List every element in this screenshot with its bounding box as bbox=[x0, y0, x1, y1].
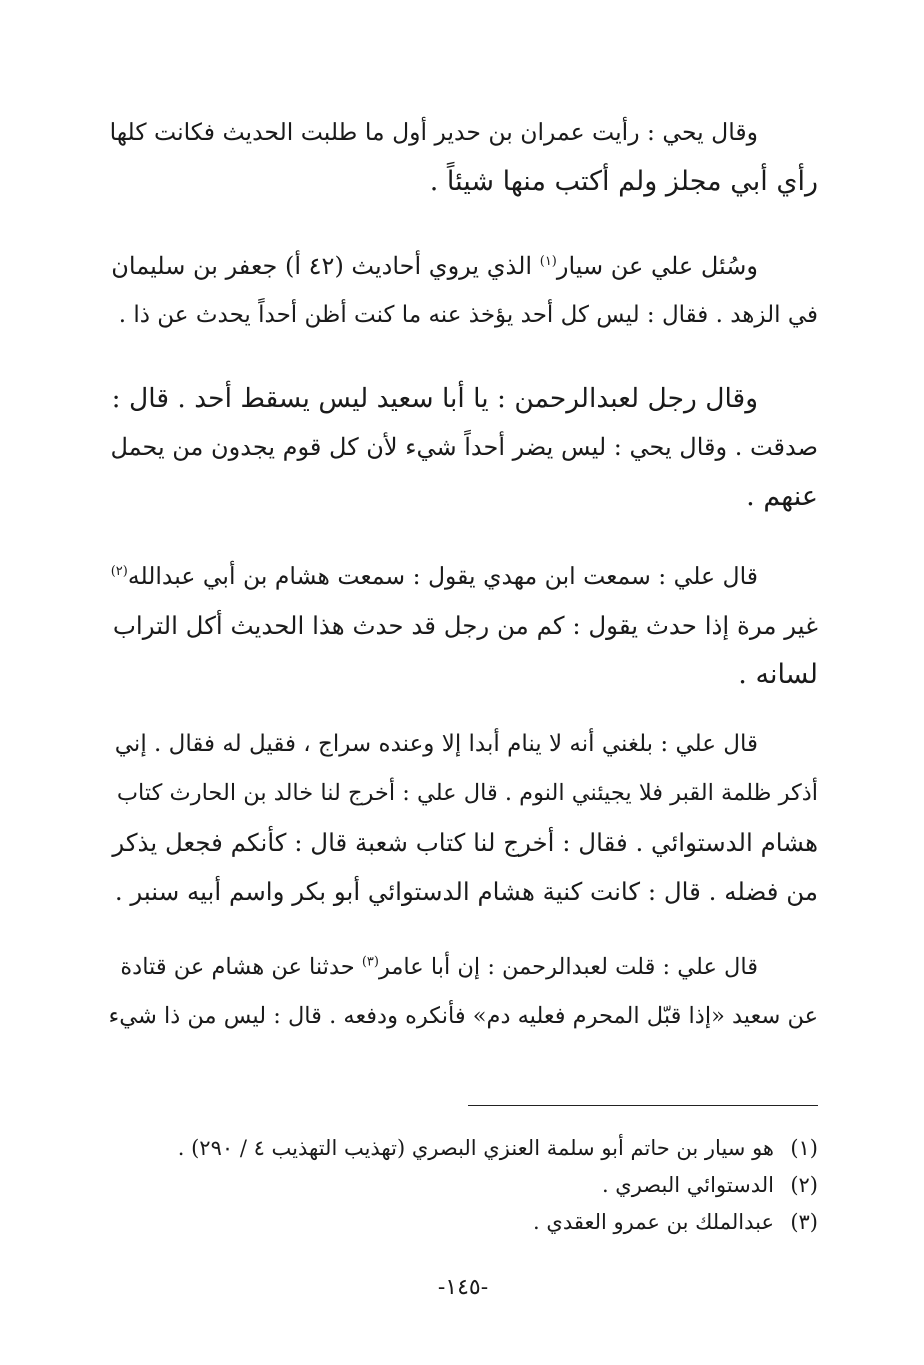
footnote-marker: (٢) bbox=[110, 564, 128, 580]
footnote-marker: (١) bbox=[539, 254, 557, 269]
paragraph-line: من فضله . قال : كانت كنية هشام الدستوائي أبو بكر واسم أبيه سنبر . bbox=[114, 877, 818, 906]
footnote-number: (٢) bbox=[790, 1173, 818, 1197]
paragraph-4 bbox=[108, 552, 818, 699]
paragraph-5 bbox=[108, 720, 818, 916]
paragraph-line: عنهم . bbox=[746, 481, 818, 512]
text-run: قال علي : سمعت ابن مهدي يقول : سمعت هشام بن أبي عبدالله bbox=[127, 562, 758, 590]
paragraph-line: صدقت . وقال يحي : ليس يضر أحداً شيء لأن كل قوم يجدون من يحمل bbox=[110, 433, 818, 461]
paragraph-line: عن سعيد «إذا قبّل المحرم فعليه دم» فأنكره ودفعه . قال : ليس من ذا شيء bbox=[108, 1003, 818, 1029]
text-run: وسُئل علي عن سيار bbox=[556, 252, 758, 280]
footnote-divider bbox=[468, 1105, 818, 1106]
footnote-marker: (٣) bbox=[361, 954, 379, 970]
footnote-text: الدستوائي البصري . bbox=[601, 1173, 774, 1197]
footnote-text: هو سيار بن حاتم أبو سلمة العنزي البصري (تهذيب التهذيب ٤ / ٢٩٠) . bbox=[177, 1136, 774, 1160]
paragraph-line bbox=[108, 943, 818, 992]
footnote-2 bbox=[108, 1167, 818, 1204]
footnotes bbox=[108, 1130, 818, 1241]
paragraph-line: أذكر ظلمة القبر فلا يجيئني النوم . قال علي : أخرج لنا خالد بن الحارث كتاب bbox=[116, 780, 818, 806]
paragraph-line: غير مرة إذا حدث يقول : كم من رجل قد حدث هذا الحديث أكل التراب bbox=[112, 611, 818, 640]
text-run: حدثنا عن هشام عن قتادة bbox=[120, 954, 362, 980]
paragraph-line: هشام الدستوائي . فقال : أخرج لنا كتاب شعبة قال : كأنكم فجعل يذكر bbox=[112, 828, 818, 857]
paragraph-line bbox=[108, 552, 818, 601]
footnote-text: عبدالملك بن عمرو العقدي . bbox=[533, 1210, 774, 1234]
paragraph-6 bbox=[108, 943, 818, 1041]
footnote-1 bbox=[108, 1130, 818, 1167]
footnote-number: (١) bbox=[790, 1136, 818, 1160]
paragraph-line: قال علي : بلغني أنه لا ينام أبدا إلا وعنده سراج ، فقيل له فقال . إني bbox=[114, 731, 758, 757]
paragraph-3 bbox=[108, 374, 818, 521]
paragraph-line: وقال رجل لعبدالرحمن : يا أبا سعيد ليس يسقط أحد . قال : bbox=[111, 383, 758, 414]
book-page bbox=[108, 0, 818, 1365]
paragraph-1 bbox=[108, 108, 818, 206]
footnote-3 bbox=[108, 1204, 818, 1241]
text-run: قال علي : قلت لعبدالرحمن : إن أبا عامر bbox=[378, 954, 758, 980]
footnote-number: (٣) bbox=[790, 1210, 818, 1234]
paragraph-line: وقال يحي : رأيت عمران بن حدير أول ما طلبت الحديث فكانت كلها bbox=[109, 118, 758, 146]
paragraph-line: لسانه . bbox=[738, 659, 818, 690]
paragraph-2 bbox=[108, 242, 818, 340]
text-run: الذي يروي أحاديث (٤٢ أ) جعفر بن سليمان bbox=[111, 252, 540, 280]
paragraph-line: في الزهد . فقال : ليس كل أحد يؤخذ عنه ما كنت أظن أحداً يحدث عن ذا . bbox=[118, 302, 818, 328]
paragraph-line: رأي أبي مجلز ولم أكتب منها شيئاً . bbox=[429, 166, 818, 197]
page-number: -١٤٥- bbox=[437, 1275, 489, 1300]
paragraph-line bbox=[108, 242, 818, 291]
